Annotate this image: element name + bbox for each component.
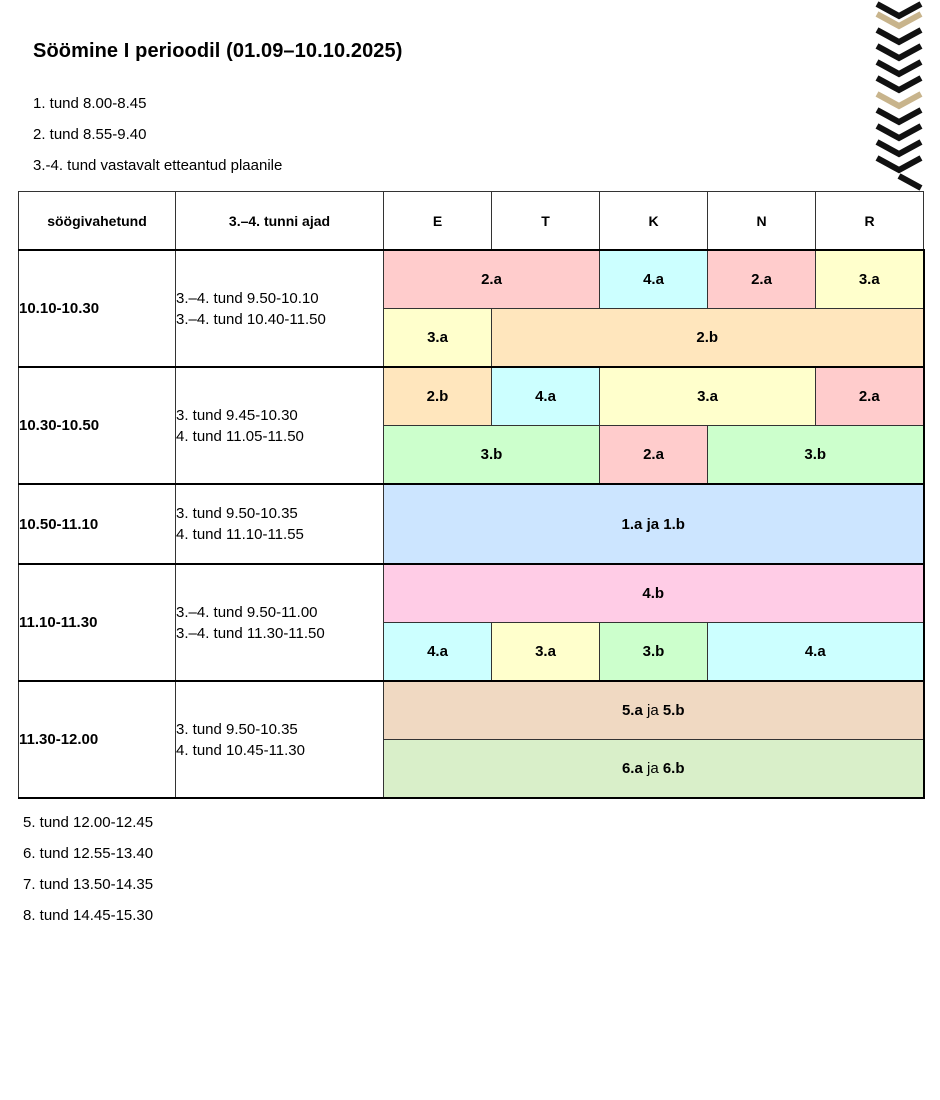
header-day-k: K — [600, 192, 708, 251]
intro-lesson-times — [33, 94, 282, 187]
class-cell: 3.b — [708, 426, 924, 485]
lunch-group-4 — [19, 564, 924, 681]
class-b: 1.b — [663, 515, 685, 533]
intro-line: 1. tund 8.00-8.45 — [33, 95, 147, 112]
table-row — [19, 681, 924, 740]
class-cell: 3.a — [492, 623, 600, 682]
lesson-time-line: 3.–4. tund 9.50-10.10 — [176, 289, 319, 307]
class-a: 1.a — [621, 515, 643, 533]
lesson-times — [176, 484, 384, 564]
class-cell: 3.a — [816, 250, 924, 309]
afternoon-lesson-times — [23, 813, 153, 937]
table-row — [19, 484, 924, 564]
class-b: 5.b — [662, 702, 685, 719]
outro-line: 8. tund 14.45-15.30 — [23, 907, 154, 924]
header-day-r: R — [816, 192, 924, 251]
page-title: Söömine I perioodil (01.09–10.10.2025) — [33, 40, 403, 62]
lesson-times — [176, 367, 384, 484]
class-cell: 4.b — [384, 564, 924, 623]
lunch-group-2 — [19, 367, 924, 484]
lunch-time: 10.50-11.10 — [19, 484, 176, 564]
lunch-time: 11.10-11.30 — [19, 564, 176, 681]
class-joiner: ja — [646, 515, 660, 533]
table-row — [19, 367, 924, 426]
class-cell: 4.a — [492, 367, 600, 426]
class-a: 5.a — [621, 702, 643, 719]
class-joiner: ja — [646, 760, 659, 777]
lesson-time-line: 3. tund 9.45-10.30 — [176, 406, 298, 424]
class-cell: 3.b — [384, 426, 600, 485]
class-b: 6.b — [662, 760, 685, 777]
class-cell: 4.a — [600, 250, 708, 309]
class-cell: 4.a — [384, 623, 492, 682]
lesson-time-line: 3.–4. tund 11.30-11.50 — [176, 624, 325, 642]
lesson-time-line: 3. tund 9.50-10.35 — [176, 505, 298, 522]
class-cell: 2.a — [816, 367, 924, 426]
header-day-e: E — [384, 192, 492, 251]
lunch-time: 11.30-12.00 — [19, 681, 176, 798]
header-day-t: T — [492, 192, 600, 251]
lesson-time-line: 4. tund 11.05-11.50 — [176, 427, 304, 445]
lesson-time-line: 3.–4. tund 10.40-11.50 — [176, 310, 326, 328]
lesson-times — [176, 250, 384, 367]
outro-line: 6. tund 12.55-13.40 — [23, 845, 154, 862]
class-cell — [384, 681, 924, 740]
class-cell: 3.a — [384, 309, 492, 368]
class-cell — [384, 740, 924, 799]
lunch-group-1 — [19, 250, 924, 367]
intro-line: 2. tund 8.55-9.40 — [33, 126, 147, 143]
class-cell: 2.b — [384, 367, 492, 426]
class-cell: 3.a — [600, 367, 816, 426]
intro-line: 3.-4. tund vastavalt etteantud plaanile — [33, 157, 283, 174]
lesson-times — [176, 681, 384, 798]
class-cell: 2.b — [492, 309, 924, 368]
header-row — [19, 192, 924, 251]
class-cell: 2.a — [600, 426, 708, 485]
lunch-schedule-table — [18, 191, 925, 799]
table-row — [19, 250, 924, 309]
class-joiner: ja — [646, 702, 659, 719]
header-times: 3.–4. tunni ajad — [176, 192, 384, 251]
lunch-group-3 — [19, 484, 924, 564]
lesson-time-line: 4. tund 11.10-11.55 — [176, 526, 304, 543]
chevron-pattern-decoration — [872, 0, 926, 192]
class-a: 6.a — [621, 760, 643, 777]
class-cell — [384, 484, 924, 564]
lunch-group-5 — [19, 681, 924, 798]
class-cell: 3.b — [600, 623, 708, 682]
lesson-time-line: 4. tund 10.45-11.30 — [176, 741, 305, 759]
class-cell: 2.a — [384, 250, 600, 309]
lesson-time-line: 3.–4. tund 9.50-11.00 — [176, 603, 318, 621]
outro-line: 5. tund 12.00-12.45 — [23, 814, 154, 831]
header-lunch: söögivahetund — [19, 192, 176, 251]
class-cell: 4.a — [708, 623, 924, 682]
lunch-time: 10.10-10.30 — [19, 250, 176, 367]
lunch-time: 10.30-10.50 — [19, 367, 176, 484]
lesson-time-line: 3. tund 9.50-10.35 — [176, 720, 298, 738]
table-row — [19, 564, 924, 623]
outro-line: 7. tund 13.50-14.35 — [23, 876, 154, 893]
header-day-n: N — [708, 192, 816, 251]
lesson-times — [176, 564, 384, 681]
class-cell: 2.a — [708, 250, 816, 309]
